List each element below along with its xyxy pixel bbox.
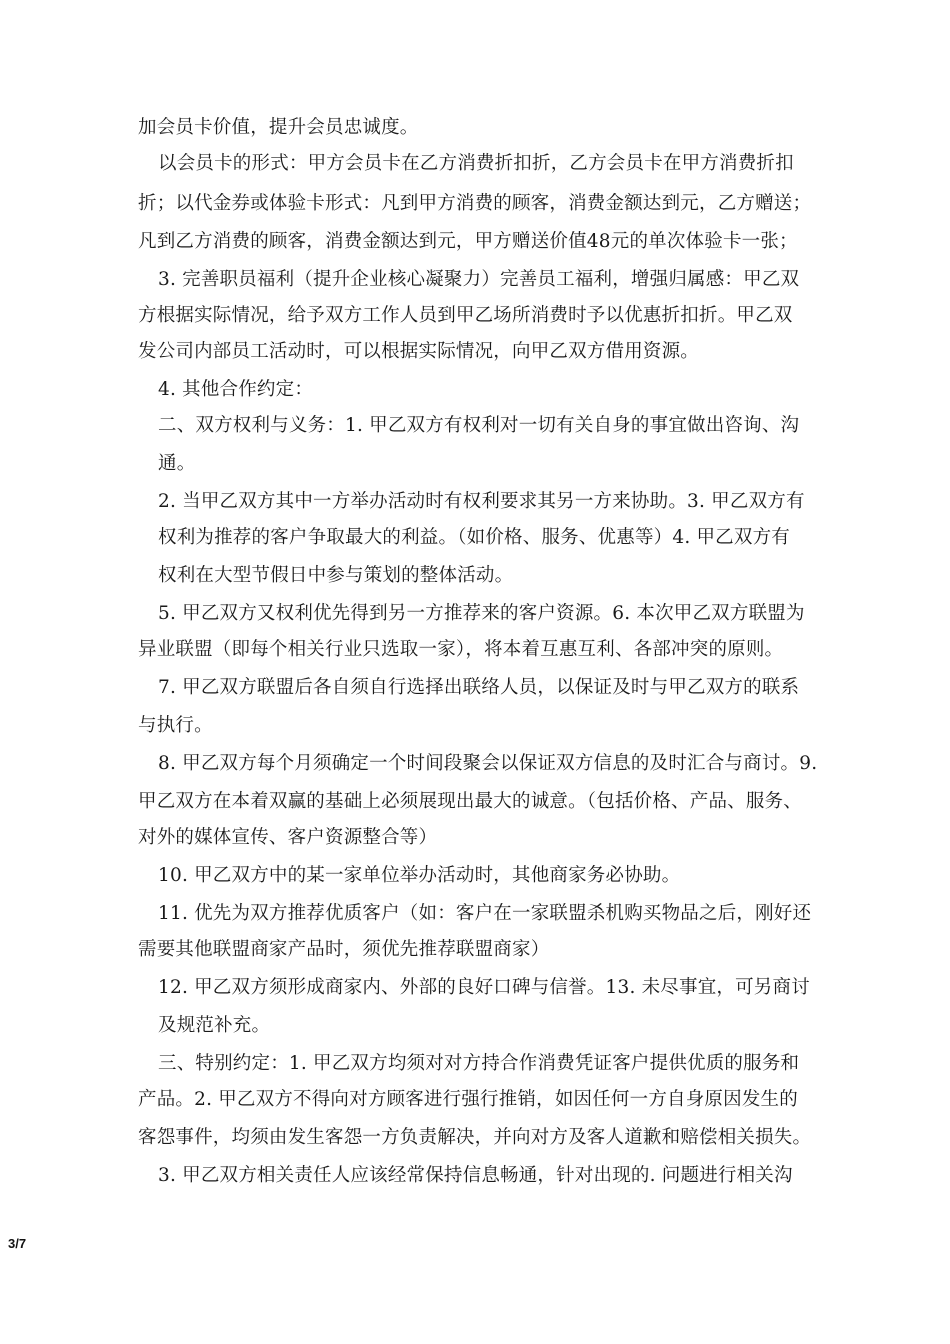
text-line: 甲乙双方在本着双赢的基础上必须展现出最大的诚意。（包括价格、产品、服务、 bbox=[138, 791, 802, 812]
text-line: 3. 完善职员福利（提升企业核心凝聚力）完善员工福利，增强归属感：甲乙双 bbox=[158, 269, 800, 290]
text-line: 以会员卡的形式：甲方会员卡在乙方消费折扣折，乙方会员卡在甲方消费折扣 bbox=[158, 153, 794, 174]
text-line: 权利在大型节假日中参与策划的整体活动。 bbox=[158, 565, 514, 586]
text-line: 方根据实际情况，给予双方工作人员到甲乙场所消费时予以优惠折扣折。甲乙双 bbox=[138, 305, 793, 326]
text-line: 通。 bbox=[158, 453, 196, 474]
text-line: 凡到乙方消费的顾客，消费金额达到元，甲方赠送价值48元的单次体验卡一张； bbox=[138, 231, 798, 252]
text-line: 5. 甲乙双方又权利优先得到另一方推荐来的客户资源。6. 本次甲乙双方联盟为 bbox=[158, 603, 805, 624]
text-line: 折；以代金券或体验卡形式：凡到甲方消费的顾客，消费金额达到元，乙方赠送； bbox=[138, 193, 812, 214]
text-line: 8. 甲乙双方每个月须确定一个时间段聚会以保证双方信息的及时汇合与商讨。9. bbox=[158, 753, 818, 774]
text-line: 及规范补充。 bbox=[158, 1015, 271, 1036]
text-line: 7. 甲乙双方联盟后各自须自行选择出联络人员，以保证及时与甲乙双方的联系 bbox=[158, 677, 800, 698]
text-line: 异业联盟（即每个相关行业只选取一家），将本着互惠互利、各部冲突的原则。 bbox=[138, 639, 784, 660]
text-line: 11. 优先为双方推荐优质客户（如：客户在一家联盟杀机购买物品之后，刚好还 bbox=[158, 903, 812, 924]
text-line: 权利为推荐的客户争取最大的利益。（如价格、服务、优惠等）4. 甲乙双方有 bbox=[158, 527, 790, 548]
text-line: 2. 当甲乙双方其中一方举办活动时有权利要求其另一方来协助。3. 甲乙双方有 bbox=[158, 491, 805, 512]
text-line: 加会员卡价值，提升会员忠诚度。 bbox=[138, 117, 419, 138]
text-line: 客怨事件，均须由发生客怨一方负责解决，并向对方及客人道歉和赔偿相关损失。 bbox=[138, 1127, 812, 1148]
text-line: 对外的媒体宣传、客户资源整合等） bbox=[138, 827, 438, 848]
page-number: 3/7 bbox=[8, 1236, 27, 1251]
text-line: 二、双方权利与义务：1. 甲乙双方有权利对一切有关自身的事宜做出咨询、沟 bbox=[158, 415, 800, 436]
text-line: 与执行。 bbox=[138, 715, 213, 736]
text-line: 产品。2. 甲乙双方不得向对方顾客进行强行推销，如因任何一方自身原因发生的 bbox=[138, 1089, 798, 1110]
text-line: 10. 甲乙双方中的某一家单位举办活动时，其他商家务必协助。 bbox=[158, 865, 681, 886]
text-line: 4. 其他合作约定： bbox=[158, 379, 314, 400]
text-line: 三、特别约定：1. 甲乙双方均须对对方持合作消费凭证客户提供优质的服务和 bbox=[158, 1053, 800, 1074]
text-line: 3. 甲乙双方相关责任人应该经常保持信息畅通，针对出现的. 问题进行相关沟 bbox=[158, 1165, 793, 1186]
text-line: 需要其他联盟商家产品时，须优先推荐联盟商家） bbox=[138, 939, 550, 960]
text-line: 12. 甲乙双方须形成商家内、外部的良好口碑与信誉。13. 未尽事宜，可另商讨 bbox=[158, 977, 810, 998]
text-line: 发公司内部员工活动时，可以根据实际情况，向甲乙双方借用资源。 bbox=[138, 341, 700, 362]
